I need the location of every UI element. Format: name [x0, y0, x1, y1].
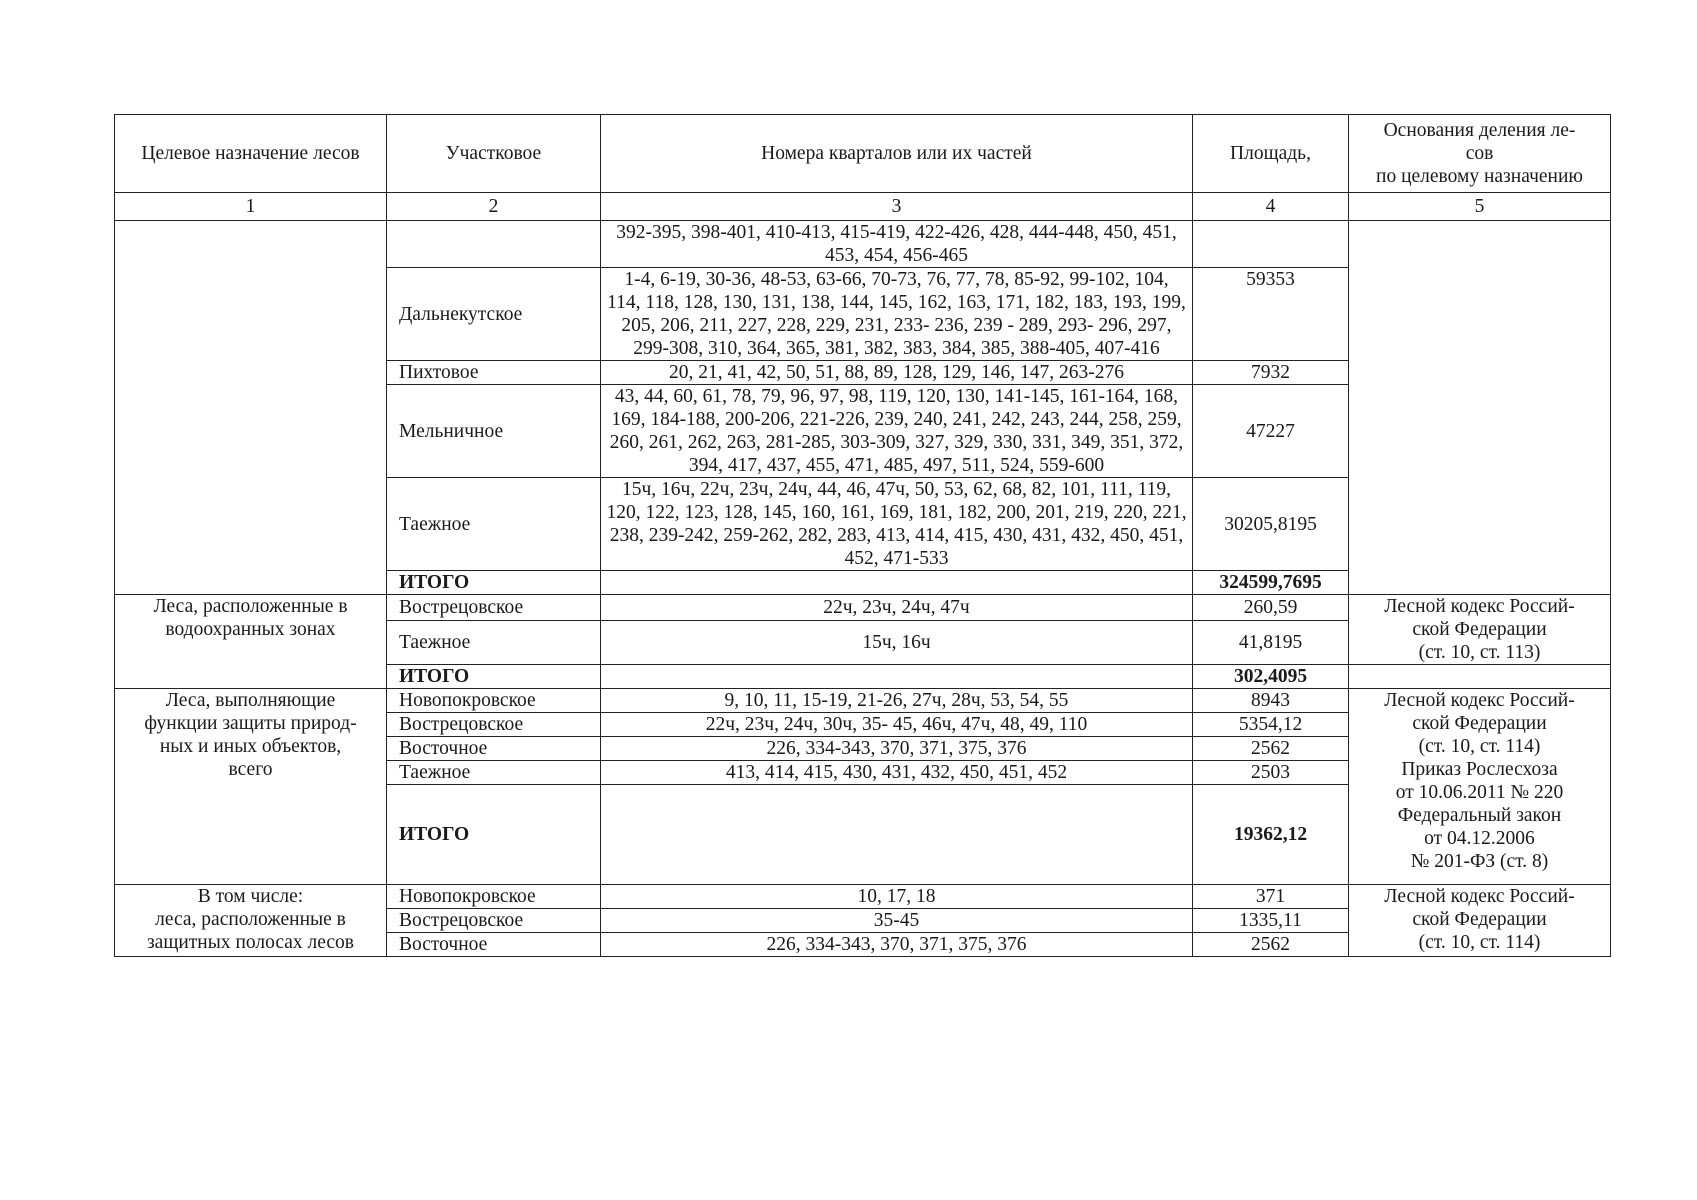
area-cell: 59353 — [1193, 268, 1349, 361]
quarters-cell-empty — [601, 785, 1193, 885]
quarters-cell: 43, 44, 60, 61, 78, 79, 96, 97, 98, 119, 120, 130, 141-145, 161-164, 168, 169, 184-188, 200-206, 221-226, 239, 240, 241, 242, 243, 244, 258, 259, 260, 261, 262, 263, 281-285, 303-309, 327, 329, 330, 331, 349, 351, 372, 394, 417, 437, 455, 471, 485, 497, 511, 524, 559-600 — [601, 385, 1193, 478]
area-cell: 41,8195 — [1193, 621, 1349, 665]
basis-cell-empty — [1349, 665, 1611, 689]
basis-cell — [1349, 595, 1611, 665]
quarters-cell: 392-395, 398-401, 410-413, 415-419, 422-426, 428, 444-448, 450, 451, 453, 454, 456-465 — [601, 221, 1193, 268]
basis-line: ской Федерации — [1412, 909, 1547, 930]
area-cell: 1335,11 — [1193, 909, 1349, 933]
district-cell: Дальнекутское — [387, 268, 601, 361]
header-basis-line2: сов — [1465, 143, 1494, 164]
total-area: 19362,12 — [1193, 785, 1349, 885]
basis-cell — [1349, 689, 1611, 885]
district-cell: Таежное — [387, 621, 601, 665]
district-cell: Новопокровское — [387, 689, 601, 713]
district-cell — [387, 221, 601, 268]
basis-line: Федеральный закон — [1397, 805, 1562, 826]
column-number-row — [115, 193, 1611, 221]
area-cell: 5354,12 — [1193, 713, 1349, 737]
purpose-line: защитных полосах лесов — [146, 932, 355, 953]
purpose-line: В том числе: — [197, 886, 304, 907]
quarters-cell: 1-4, 6-19, 30-36, 48-53, 63-66, 70-73, 76, 77, 78, 85-92, 99-102, 104, 114, 118, 128, 130, 131, 138, 144, 145, 162, 163, 171, 182, 183, 193, 199, 205, 206, 211, 227, 228, 229, 231, 233- 236, 239 - 289, 293- 296, 297, 299-308, 310, 364, 365, 381, 382, 383, 384, 385, 388-405, 407-416 — [601, 268, 1193, 361]
header-purpose: Целевое назначение лесов — [115, 115, 387, 193]
total-label: ИТОГО — [387, 785, 601, 885]
purpose-cell — [115, 689, 387, 885]
district-cell: Мельничное — [387, 385, 601, 478]
district-cell: Пихтовое — [387, 361, 601, 385]
area-cell: 2562 — [1193, 933, 1349, 957]
basis-cell — [1349, 885, 1611, 957]
quarters-cell: 10, 17, 18 — [601, 885, 1193, 909]
basis-line: Лесной кодекс Россий- — [1384, 690, 1575, 711]
purpose-line: ных и иных объектов, — [159, 736, 342, 757]
quarters-cell: 15ч, 16ч, 22ч, 23ч, 24ч, 44, 46, 47ч, 50, 53, 62, 68, 82, 101, 111, 119, 120, 122, 123, 128, 145, 160, 161, 169, 181, 182, 200, 201, 219, 220, 221, 238, 239-242, 259-262, 282, 283, 413, 414, 415, 430, 431, 432, 450, 451, 452, 471-533 — [601, 478, 1193, 571]
quarters-cell: 20, 21, 41, 42, 50, 51, 88, 89, 128, 129, 146, 147, 263-276 — [601, 361, 1193, 385]
header-row — [115, 115, 1611, 193]
district-cell: Новопокровское — [387, 885, 601, 909]
district-cell: Таежное — [387, 761, 601, 785]
header-district: Участковое — [387, 115, 601, 193]
table-row — [115, 595, 1611, 621]
district-cell: Таежное — [387, 478, 601, 571]
column-number: 4 — [1193, 193, 1349, 221]
quarters-cell: 22ч, 23ч, 24ч, 47ч — [601, 595, 1193, 621]
quarters-cell: 22ч, 23ч, 24ч, 30ч, 35- 45, 46ч, 47ч, 48, 49, 110 — [601, 713, 1193, 737]
district-cell: Вострецовское — [387, 595, 601, 621]
total-area: 324599,7695 — [1193, 571, 1349, 595]
purpose-cell-empty — [115, 221, 387, 595]
purpose-line: функции защиты природ- — [144, 713, 357, 734]
district-cell: Восточное — [387, 737, 601, 761]
forest-purpose-table — [114, 114, 1611, 957]
header-quarters: Номера кварталов или их частей — [601, 115, 1193, 193]
basis-line: Приказ Рослесхоза — [1401, 759, 1558, 780]
quarters-cell-empty — [601, 571, 1193, 595]
basis-line: № 201-ФЗ (ст. 8) — [1410, 851, 1549, 872]
table-row — [115, 885, 1611, 909]
total-label: ИТОГО — [387, 571, 601, 595]
quarters-cell: 9, 10, 11, 15-19, 21-26, 27ч, 28ч, 53, 54, 55 — [601, 689, 1193, 713]
basis-line: ской Федерации — [1412, 619, 1547, 640]
header-area: Площадь, — [1193, 115, 1349, 193]
purpose-line: леса, расположенные в — [155, 909, 346, 930]
quarters-cell: 226, 334-343, 370, 371, 375, 376 — [601, 737, 1193, 761]
area-cell: 7932 — [1193, 361, 1349, 385]
quarters-cell: 15ч, 16ч — [601, 621, 1193, 665]
quarters-cell: 35-45 — [601, 909, 1193, 933]
district-cell: Восточное — [387, 933, 601, 957]
table-row — [115, 221, 1611, 268]
table-row — [115, 689, 1611, 713]
total-label: ИТОГО — [387, 665, 601, 689]
column-number: 5 — [1349, 193, 1611, 221]
area-cell: 2503 — [1193, 761, 1349, 785]
area-cell: 371 — [1193, 885, 1349, 909]
header-basis-line1: Основания деления ле- — [1383, 120, 1576, 141]
purpose-line: всего — [228, 759, 273, 780]
basis-line: Лесной кодекс Россий- — [1384, 886, 1575, 907]
basis-line: (ст. 10, ст. 113) — [1418, 642, 1541, 663]
basis-line: Лесной кодекс Россий- — [1384, 596, 1575, 617]
column-number: 1 — [115, 193, 387, 221]
purpose-line: Леса, выполняющие — [165, 690, 336, 711]
area-cell: 30205,8195 — [1193, 478, 1349, 571]
column-number: 2 — [387, 193, 601, 221]
quarters-cell: 226, 334-343, 370, 371, 375, 376 — [601, 933, 1193, 957]
basis-line: от 10.06.2011 № 220 — [1395, 782, 1564, 803]
header-basis — [1349, 115, 1611, 193]
basis-line: от 04.12.2006 — [1424, 828, 1535, 849]
area-cell: 2562 — [1193, 737, 1349, 761]
total-area: 302,4095 — [1193, 665, 1349, 689]
area-cell: 260,59 — [1193, 595, 1349, 621]
district-cell: Вострецовское — [387, 909, 601, 933]
column-number: 3 — [601, 193, 1193, 221]
basis-line: (ст. 10, ст. 114) — [1418, 736, 1541, 757]
district-cell: Вострецовское — [387, 713, 601, 737]
header-basis-line3: по целевому назначению — [1376, 166, 1583, 187]
area-cell: 8943 — [1193, 689, 1349, 713]
area-cell — [1193, 221, 1349, 268]
quarters-cell-empty — [601, 665, 1193, 689]
basis-cell-empty — [1349, 221, 1611, 595]
basis-line: (ст. 10, ст. 114) — [1418, 932, 1541, 953]
quarters-cell: 413, 414, 415, 430, 431, 432, 450, 451, 452 — [601, 761, 1193, 785]
basis-line: ской Федерации — [1412, 713, 1547, 734]
area-cell: 47227 — [1193, 385, 1349, 478]
purpose-cell — [115, 885, 387, 957]
purpose-cell: Леса, расположенные в водоохранных зонах — [115, 595, 387, 689]
